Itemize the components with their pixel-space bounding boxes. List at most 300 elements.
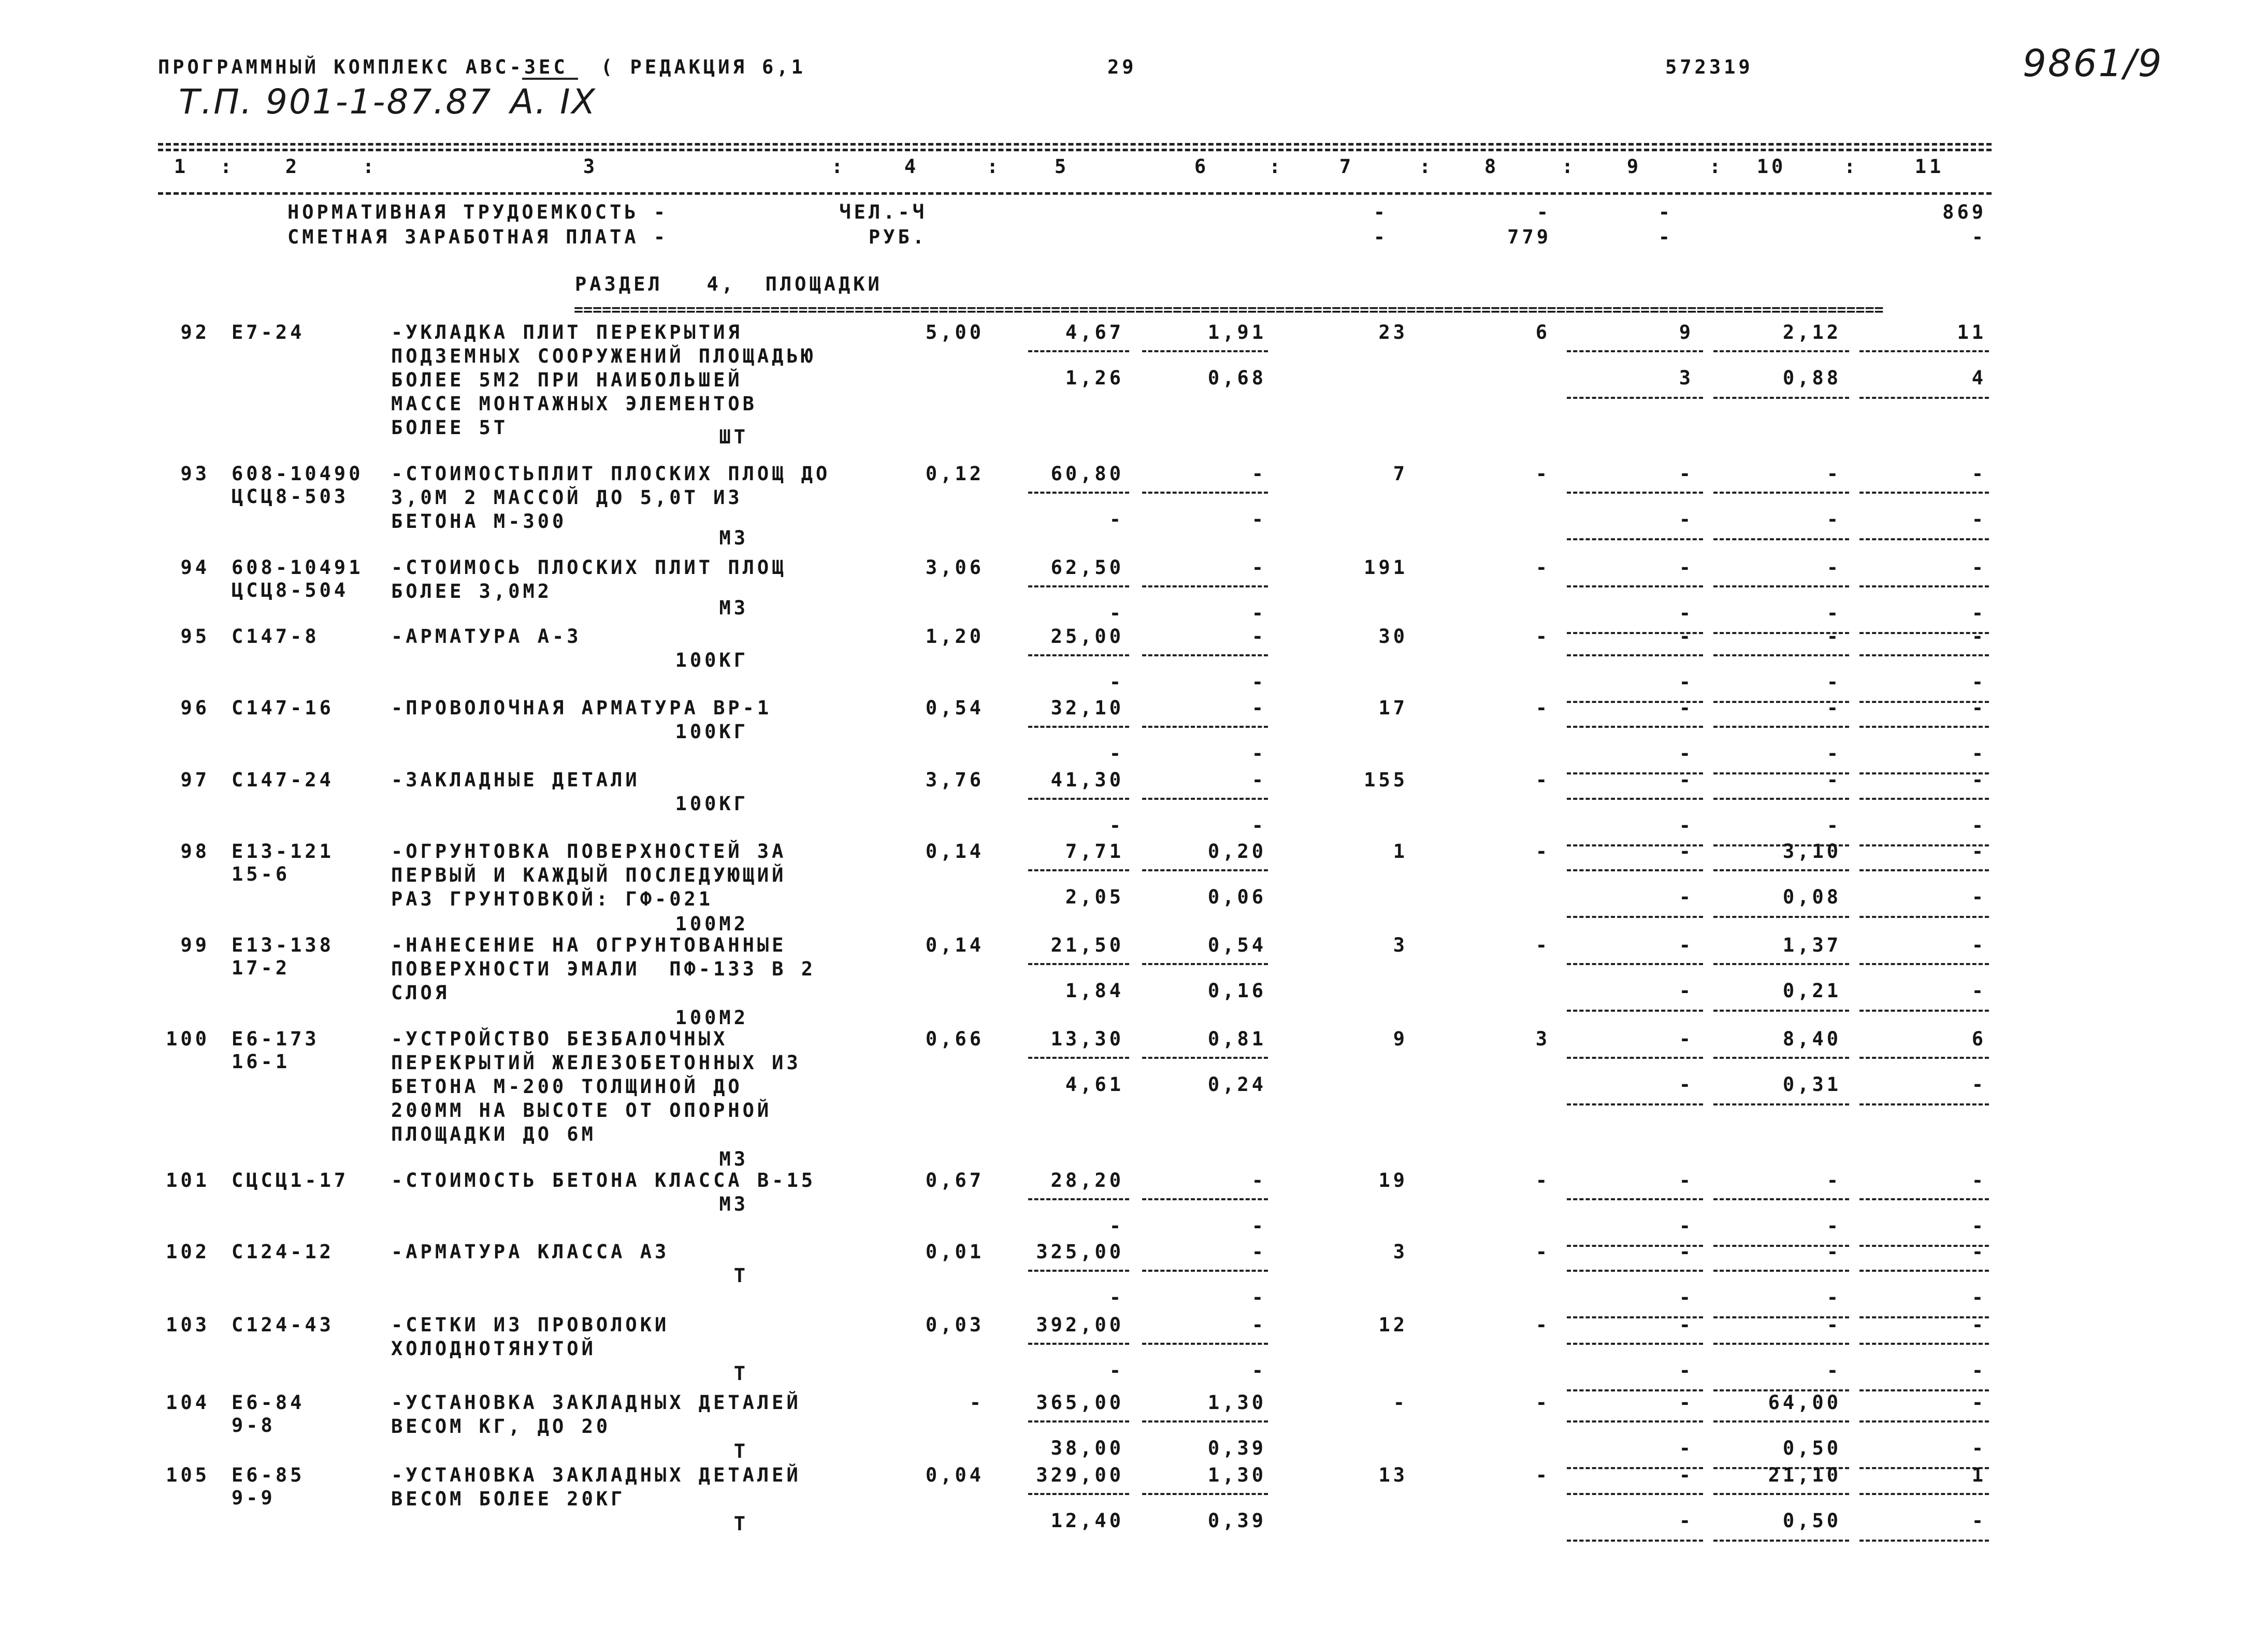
- row-col6-sub: -: [1251, 508, 1266, 530]
- row-col9-sub: -: [1679, 1286, 1694, 1309]
- summary-label: СМЕТНАЯ ЗАРАБОТНАЯ ПЛАТА -: [287, 226, 669, 248]
- row-number: 93: [180, 463, 210, 485]
- cell-underline: [1142, 1343, 1268, 1345]
- cell-underline: [1142, 654, 1268, 656]
- edition-label: ( РЕДАКЦИЯ 6,1: [601, 56, 806, 78]
- row-code: С124-43: [232, 1314, 334, 1336]
- row-col10-sub: -: [1826, 508, 1841, 530]
- row-col9: -: [1679, 1241, 1694, 1263]
- row-code-2: 15-6: [232, 863, 291, 885]
- row-col4: 0,14: [925, 934, 984, 956]
- row-col11: -: [1971, 769, 1986, 791]
- table-top-rule: [158, 143, 1992, 146]
- row-col4: 0,12: [925, 463, 984, 485]
- cell-underline-lower: [1713, 397, 1849, 399]
- row-description-line: -ОГРУНТОВКА ПОВЕРХНОСТЕЙ ЗА: [391, 840, 787, 863]
- cell-underline: [1028, 963, 1129, 965]
- row-col6: -: [1251, 697, 1266, 719]
- cell-underline-lower: [1567, 1540, 1703, 1542]
- row-col6: -: [1251, 1169, 1266, 1191]
- row-code-2: 17-2: [232, 957, 291, 979]
- cell-underline: [1859, 1198, 1989, 1200]
- row-col5-sub: 38,00: [1050, 1437, 1124, 1459]
- summary-col9: -: [1658, 201, 1673, 223]
- row-col5: 325,00: [1036, 1241, 1124, 1263]
- row-col5-sub: -: [1109, 1286, 1124, 1309]
- row-col11: -: [1971, 1314, 1986, 1336]
- row-description-line: -УКЛАДКА ПЛИТ ПЕРЕКРЫТИЯ: [391, 321, 743, 343]
- cell-underline: [1028, 1420, 1129, 1423]
- row-col6-sub: -: [1251, 1215, 1266, 1237]
- row-col11: -: [1971, 1391, 1986, 1414]
- row-col4: 1,20: [925, 625, 984, 648]
- cell-underline-lower: [1859, 916, 1989, 918]
- cell-underline: [1028, 350, 1129, 352]
- row-description-line: ПЛОЩАДКИ ДО 6М: [391, 1123, 596, 1145]
- column-separator: :: [1269, 155, 1281, 178]
- row-col11: 6: [1971, 1028, 1986, 1050]
- row-col10: -: [1826, 463, 1841, 485]
- row-col10: 2,12: [1782, 321, 1841, 343]
- cell-underline-lower: [1859, 397, 1989, 399]
- cell-underline-lower: [1859, 1103, 1989, 1105]
- column-separator: :: [220, 155, 232, 178]
- cell-underline: [1859, 585, 1989, 587]
- cell-underline-lower: [1713, 916, 1849, 918]
- row-col4: 0,03: [925, 1314, 984, 1336]
- row-col9: -: [1679, 463, 1694, 485]
- row-col11: -: [1971, 840, 1986, 863]
- column-header-1: 1: [174, 155, 189, 178]
- row-description-line: ПОДЗЕМНЫХ СООРУЖЕНИЙ ПЛОЩАДЬЮ: [391, 345, 816, 367]
- row-col9: -: [1679, 1464, 1694, 1486]
- row-col9-sub: -: [1679, 980, 1694, 1002]
- row-col10-sub: -: [1826, 742, 1841, 765]
- row-col9: 9: [1679, 321, 1694, 343]
- row-col10: 3,10: [1782, 840, 1841, 863]
- cell-underline: [1142, 1198, 1268, 1200]
- row-col4: 0,66: [925, 1028, 984, 1050]
- row-col11: 11: [1957, 321, 1986, 343]
- cell-underline: [1713, 963, 1849, 965]
- row-col10: 1,37: [1782, 934, 1841, 956]
- row-col4: 5,00: [925, 321, 984, 343]
- row-col10: -: [1826, 769, 1841, 791]
- row-unit: Т: [733, 1362, 748, 1385]
- row-col10: 8,40: [1782, 1028, 1841, 1050]
- column-header-10: 10: [1756, 155, 1786, 178]
- summary-col11: 869: [1942, 201, 1986, 223]
- table-top-rule-2: [158, 149, 1992, 151]
- row-col5: 329,00: [1036, 1464, 1124, 1486]
- row-number: 103: [166, 1314, 210, 1336]
- row-col5: 62,50: [1050, 556, 1124, 579]
- row-col6: -: [1251, 463, 1266, 485]
- row-description-line: -УСТАНОВКА ЗАКЛАДНЫХ ДЕТАЛЕЙ: [391, 1464, 801, 1486]
- row-col9-sub: -: [1679, 742, 1694, 765]
- row-col6-sub: -: [1251, 742, 1266, 765]
- row-col9: -: [1679, 1314, 1694, 1336]
- cell-underline: [1028, 1270, 1129, 1272]
- row-col8: -: [1535, 1391, 1550, 1414]
- row-code: Е6-85: [232, 1464, 305, 1486]
- row-col10-sub: 0,08: [1782, 886, 1841, 908]
- row-col6-sub: -: [1251, 814, 1266, 837]
- row-description-line: -АРМАТУРА А-3: [391, 625, 582, 648]
- row-col10-sub: 0,50: [1782, 1437, 1841, 1459]
- cell-underline: [1859, 726, 1989, 728]
- row-col10: 21,10: [1768, 1464, 1841, 1486]
- row-code: Е6-84: [232, 1391, 305, 1414]
- row-description-line: -НАНЕСЕНИЕ НА ОГРУНТОВАННЫЕ: [391, 934, 787, 956]
- cell-underline-lower: [1859, 538, 1989, 540]
- row-description-line: БОЛЕЕ 5М2 ПРИ НАИБОЛЬШЕЙ: [391, 369, 743, 391]
- row-col11: -: [1971, 1169, 1986, 1191]
- row-col11-sub: -: [1971, 886, 1986, 908]
- row-col4: 0,01: [925, 1241, 984, 1263]
- row-col6-sub: 0,39: [1207, 1437, 1266, 1459]
- row-description-line: ВЕСОМ БОЛЕЕ 20КГ: [391, 1488, 626, 1510]
- row-description-line: 3,0М 2 МАССОЙ ДО 5,0Т ИЗ: [391, 486, 743, 509]
- row-col6-sub: -: [1251, 671, 1266, 693]
- row-col9-sub: -: [1679, 814, 1694, 837]
- row-col10: -: [1826, 1314, 1841, 1336]
- cell-underline: [1859, 654, 1989, 656]
- row-number: 95: [180, 625, 210, 648]
- row-description-line: ПЕРВЫЙ И КАЖДЫЙ ПОСЛЕДУЮЩИЙ: [391, 864, 787, 886]
- row-col4: 0,67: [925, 1169, 984, 1191]
- cell-underline: [1567, 585, 1703, 587]
- row-col5-sub: -: [1109, 602, 1124, 624]
- row-col9-sub: -: [1679, 1437, 1694, 1459]
- row-col7: 12: [1378, 1314, 1408, 1336]
- cell-underline: [1859, 798, 1989, 800]
- row-description-line: ПОВЕРХНОСТИ ЭМАЛИ ПФ-133 В 2: [391, 958, 816, 980]
- row-col5: 28,20: [1050, 1169, 1124, 1191]
- row-code-2: 9-9: [232, 1487, 276, 1509]
- row-col9-sub: -: [1679, 1510, 1694, 1532]
- row-col11-sub: -: [1971, 742, 1986, 765]
- column-separator: :: [1562, 155, 1574, 178]
- row-col7: 30: [1378, 625, 1408, 648]
- handwritten-sheet-number: 9861/9: [2023, 41, 2164, 85]
- row-description-line: РАЗ ГРУНТОВКОЙ: ГФ-021: [391, 888, 714, 910]
- column-header-6: 6: [1194, 155, 1209, 178]
- row-code-2: ЦСЦ8-503: [232, 485, 349, 508]
- row-col11-sub: -: [1971, 1359, 1986, 1382]
- cell-underline: [1567, 963, 1703, 965]
- cell-underline: [1713, 654, 1849, 656]
- row-col4: 0,04: [925, 1464, 984, 1486]
- cell-underline: [1028, 1057, 1129, 1059]
- summary-col8: 779: [1507, 226, 1551, 248]
- row-col5-sub: -: [1109, 508, 1124, 530]
- handwritten-album: А. IX: [510, 82, 597, 122]
- row-col11-sub: -: [1971, 814, 1986, 837]
- row-col6: 1,91: [1207, 321, 1266, 343]
- column-separator: :: [363, 155, 374, 178]
- row-code: Е13-121: [232, 840, 334, 863]
- row-col6: 1,30: [1207, 1391, 1266, 1414]
- summary-label: НОРМАТИВНАЯ ТРУДОЕМКОСТЬ -: [287, 201, 669, 223]
- cell-underline: [1567, 1343, 1703, 1345]
- row-col6: 0,20: [1207, 840, 1266, 863]
- row-col10: 64,00: [1768, 1391, 1841, 1414]
- row-col5-sub: -: [1109, 1359, 1124, 1382]
- cell-underline-lower: [1859, 1010, 1989, 1012]
- cell-underline: [1567, 1057, 1703, 1059]
- row-col8: 6: [1535, 321, 1550, 343]
- row-col9-sub: -: [1679, 602, 1694, 624]
- row-col11: -: [1971, 556, 1986, 579]
- row-col7: -: [1393, 1391, 1408, 1414]
- row-col9: -: [1679, 840, 1694, 863]
- row-description-line: -УСТРОЙСТВО БЕЗБАЛОЧНЫХ: [391, 1028, 728, 1050]
- cell-underline: [1567, 492, 1703, 494]
- document-code: 572319: [1665, 56, 1753, 78]
- row-col11-sub: -: [1971, 1286, 1986, 1309]
- cell-underline-lower: [1567, 1010, 1703, 1012]
- row-code: С147-16: [232, 697, 334, 719]
- row-col6: 1,30: [1207, 1464, 1266, 1486]
- row-col5: 25,00: [1050, 625, 1124, 648]
- column-header-5: 5: [1054, 155, 1070, 178]
- cell-underline-lower: [1567, 538, 1703, 540]
- row-number: 99: [180, 934, 210, 956]
- cell-underline: [1567, 869, 1703, 871]
- row-code: С147-24: [232, 769, 334, 791]
- column-header-rule: [158, 192, 1992, 195]
- row-col10-sub: -: [1826, 602, 1841, 624]
- row-unit: 100КГ: [675, 793, 748, 815]
- row-col5: 60,80: [1050, 463, 1124, 485]
- row-col8: -: [1535, 697, 1550, 719]
- row-code: Е13-138: [232, 934, 334, 956]
- row-col11-sub: 4: [1971, 367, 1986, 389]
- row-col4: 0,14: [925, 840, 984, 863]
- row-description-line: ВЕСОМ КГ, ДО 20: [391, 1415, 611, 1438]
- cell-underline: [1713, 1493, 1849, 1495]
- row-description-line: 200ММ НА ВЫСОТЕ ОТ ОПОРНОЙ: [391, 1099, 772, 1122]
- row-col6: -: [1251, 1314, 1266, 1336]
- row-col6-sub: 0,24: [1207, 1073, 1266, 1096]
- row-col8: -: [1535, 1464, 1550, 1486]
- row-col9-sub: -: [1679, 508, 1694, 530]
- cell-underline: [1713, 1420, 1849, 1423]
- row-col10-sub: 0,50: [1782, 1510, 1841, 1532]
- row-col11: -: [1971, 463, 1986, 485]
- row-description-line: -ПРОВОЛОЧНАЯ АРМАТУРА ВР-1: [391, 697, 772, 719]
- cell-underline: [1142, 585, 1268, 587]
- cell-underline: [1713, 1343, 1849, 1345]
- row-col7: 3: [1393, 934, 1408, 956]
- row-col8: -: [1535, 625, 1550, 648]
- summary-col9: -: [1658, 226, 1673, 248]
- cell-underline: [1028, 654, 1129, 656]
- handwritten-project-number: Т.П. 901-1-87.87: [179, 82, 493, 122]
- row-col5: 21,50: [1050, 934, 1124, 956]
- cell-underline: [1713, 350, 1849, 352]
- row-col8: -: [1535, 463, 1550, 485]
- row-number: 98: [180, 840, 210, 863]
- cell-underline: [1859, 963, 1989, 965]
- row-col10-sub: -: [1826, 671, 1841, 693]
- row-col5: 392,00: [1036, 1314, 1124, 1336]
- row-col9-sub: -: [1679, 1073, 1694, 1096]
- row-col9: -: [1679, 697, 1694, 719]
- row-description-line: ХОЛОДНОТЯНУТОЙ: [391, 1338, 596, 1360]
- row-number: 105: [166, 1464, 210, 1486]
- row-col7: 155: [1364, 769, 1408, 791]
- row-number: 94: [180, 556, 210, 579]
- row-col9: -: [1679, 625, 1694, 648]
- cell-underline: [1859, 1343, 1989, 1345]
- row-col8: -: [1535, 1241, 1550, 1263]
- cell-underline: [1142, 1493, 1268, 1495]
- cell-underline: [1142, 1057, 1268, 1059]
- row-col8: -: [1535, 556, 1550, 579]
- row-col9: -: [1679, 934, 1694, 956]
- row-col6-sub: 0,16: [1207, 980, 1266, 1002]
- row-col10: -: [1826, 1241, 1841, 1263]
- column-separator: :: [831, 155, 843, 178]
- cell-underline: [1142, 1420, 1268, 1423]
- cell-underline-lower: [1567, 916, 1703, 918]
- row-col5-sub: -: [1109, 742, 1124, 765]
- column-header-9: 9: [1626, 155, 1642, 178]
- row-code: Е7-24: [232, 321, 305, 343]
- row-description-line: ПЕРЕКРЫТИЙ ЖЕЛЕЗОБЕТОННЫХ ИЗ: [391, 1052, 801, 1074]
- column-header-2: 2: [285, 155, 300, 178]
- cell-underline: [1859, 1420, 1989, 1423]
- row-col11-sub: -: [1971, 1437, 1986, 1459]
- row-col5-sub: 4,61: [1065, 1073, 1124, 1096]
- row-col5-sub: 2,05: [1065, 886, 1124, 908]
- row-col7: 191: [1364, 556, 1408, 579]
- row-col5-sub: 1,84: [1065, 980, 1124, 1002]
- row-description-line: БОЛЕЕ 5Т: [391, 416, 509, 439]
- row-col7: 7: [1393, 463, 1408, 485]
- cell-underline: [1028, 726, 1129, 728]
- row-col10: -: [1826, 1169, 1841, 1191]
- row-col10: -: [1826, 556, 1841, 579]
- row-col8: -: [1535, 1314, 1550, 1336]
- row-unit: 100М2: [675, 913, 748, 935]
- row-col9-sub: -: [1679, 886, 1694, 908]
- row-col5-sub: -: [1109, 1215, 1124, 1237]
- row-code: 608-10490: [232, 463, 364, 485]
- row-col5-sub: 1,26: [1065, 367, 1124, 389]
- section-title: РАЗДЕЛ 4, ПЛОЩАДКИ: [575, 273, 883, 295]
- cell-underline-lower: [1713, 1010, 1849, 1012]
- row-col6: 0,54: [1207, 934, 1266, 956]
- cell-underline: [1713, 492, 1849, 494]
- row-col6: -: [1251, 625, 1266, 648]
- row-col11-sub: -: [1971, 671, 1986, 693]
- row-col11-sub: -: [1971, 508, 1986, 530]
- row-code: Е6-173: [232, 1028, 320, 1050]
- row-col8: -: [1535, 769, 1550, 791]
- summary-col11: -: [1971, 226, 1986, 248]
- cell-underline-lower: [1567, 397, 1703, 399]
- cell-underline-lower: [1713, 538, 1849, 540]
- row-col9: -: [1679, 769, 1694, 791]
- row-col6: -: [1251, 769, 1266, 791]
- column-header-4: 4: [904, 155, 919, 178]
- row-description-line: -СТОИМОСТЬ БЕТОНА КЛАССА В-15: [391, 1169, 816, 1191]
- row-number: 104: [166, 1391, 210, 1414]
- cell-underline: [1859, 869, 1989, 871]
- row-col4: 3,76: [925, 769, 984, 791]
- column-header-7: 7: [1339, 155, 1354, 178]
- cell-underline: [1567, 1198, 1703, 1200]
- row-col10: -: [1826, 697, 1841, 719]
- cell-underline-lower: [1713, 1540, 1849, 1542]
- column-separator: :: [987, 155, 999, 178]
- column-header-3: 3: [583, 155, 598, 178]
- row-col11: -: [1971, 697, 1986, 719]
- row-col11-sub: -: [1971, 1073, 1986, 1096]
- row-code: С147-8: [232, 625, 320, 648]
- cell-underline: [1142, 963, 1268, 965]
- cell-underline: [1713, 726, 1849, 728]
- row-col11-sub: -: [1971, 980, 1986, 1002]
- row-code: СЦСЦ1-17: [232, 1169, 349, 1191]
- row-description-line: БЕТОНА М-300: [391, 510, 567, 533]
- row-col5-sub: -: [1109, 671, 1124, 693]
- row-code-2: 9-8: [232, 1414, 276, 1436]
- row-col6-sub: 0,06: [1207, 886, 1266, 908]
- cell-underline: [1859, 1270, 1989, 1272]
- row-col5: 7,71: [1065, 840, 1124, 863]
- row-unit: М3: [719, 597, 748, 619]
- cell-underline: [1028, 1343, 1129, 1345]
- row-col4: 0,54: [925, 697, 984, 719]
- row-description-line: -УСТАНОВКА ЗАКЛАДНЫХ ДЕТАЛЕЙ: [391, 1391, 801, 1414]
- row-unit: 100М2: [675, 1007, 748, 1029]
- cell-underline: [1028, 1493, 1129, 1495]
- row-col7: 17: [1378, 697, 1408, 719]
- cell-underline-lower: [1567, 1103, 1703, 1105]
- cell-underline: [1028, 585, 1129, 587]
- column-separator: :: [1844, 155, 1856, 178]
- row-unit: Т: [733, 1440, 748, 1462]
- row-code-2: ЦСЦ8-504: [232, 579, 349, 601]
- cell-underline: [1567, 654, 1703, 656]
- cell-underline: [1713, 585, 1849, 587]
- cell-underline: [1713, 1057, 1849, 1059]
- row-col8: -: [1535, 840, 1550, 863]
- cell-underline: [1713, 1270, 1849, 1272]
- summary-col8: -: [1536, 201, 1551, 223]
- column-separator: :: [1709, 155, 1721, 178]
- row-number: 102: [166, 1241, 210, 1263]
- row-col6: -: [1251, 1241, 1266, 1263]
- cell-underline: [1567, 726, 1703, 728]
- row-unit: 100КГ: [675, 721, 748, 743]
- row-number: 97: [180, 769, 210, 791]
- row-col9-sub: -: [1679, 1359, 1694, 1382]
- summary-col7: -: [1373, 226, 1388, 248]
- row-col9: -: [1679, 556, 1694, 579]
- row-col11-sub: -: [1971, 602, 1986, 624]
- row-col10-sub: -: [1826, 1215, 1841, 1237]
- row-col7: 19: [1378, 1169, 1408, 1191]
- row-col8: 3: [1535, 1028, 1550, 1050]
- row-number: 92: [180, 321, 210, 343]
- row-col9: -: [1679, 1391, 1694, 1414]
- cell-underline: [1567, 798, 1703, 800]
